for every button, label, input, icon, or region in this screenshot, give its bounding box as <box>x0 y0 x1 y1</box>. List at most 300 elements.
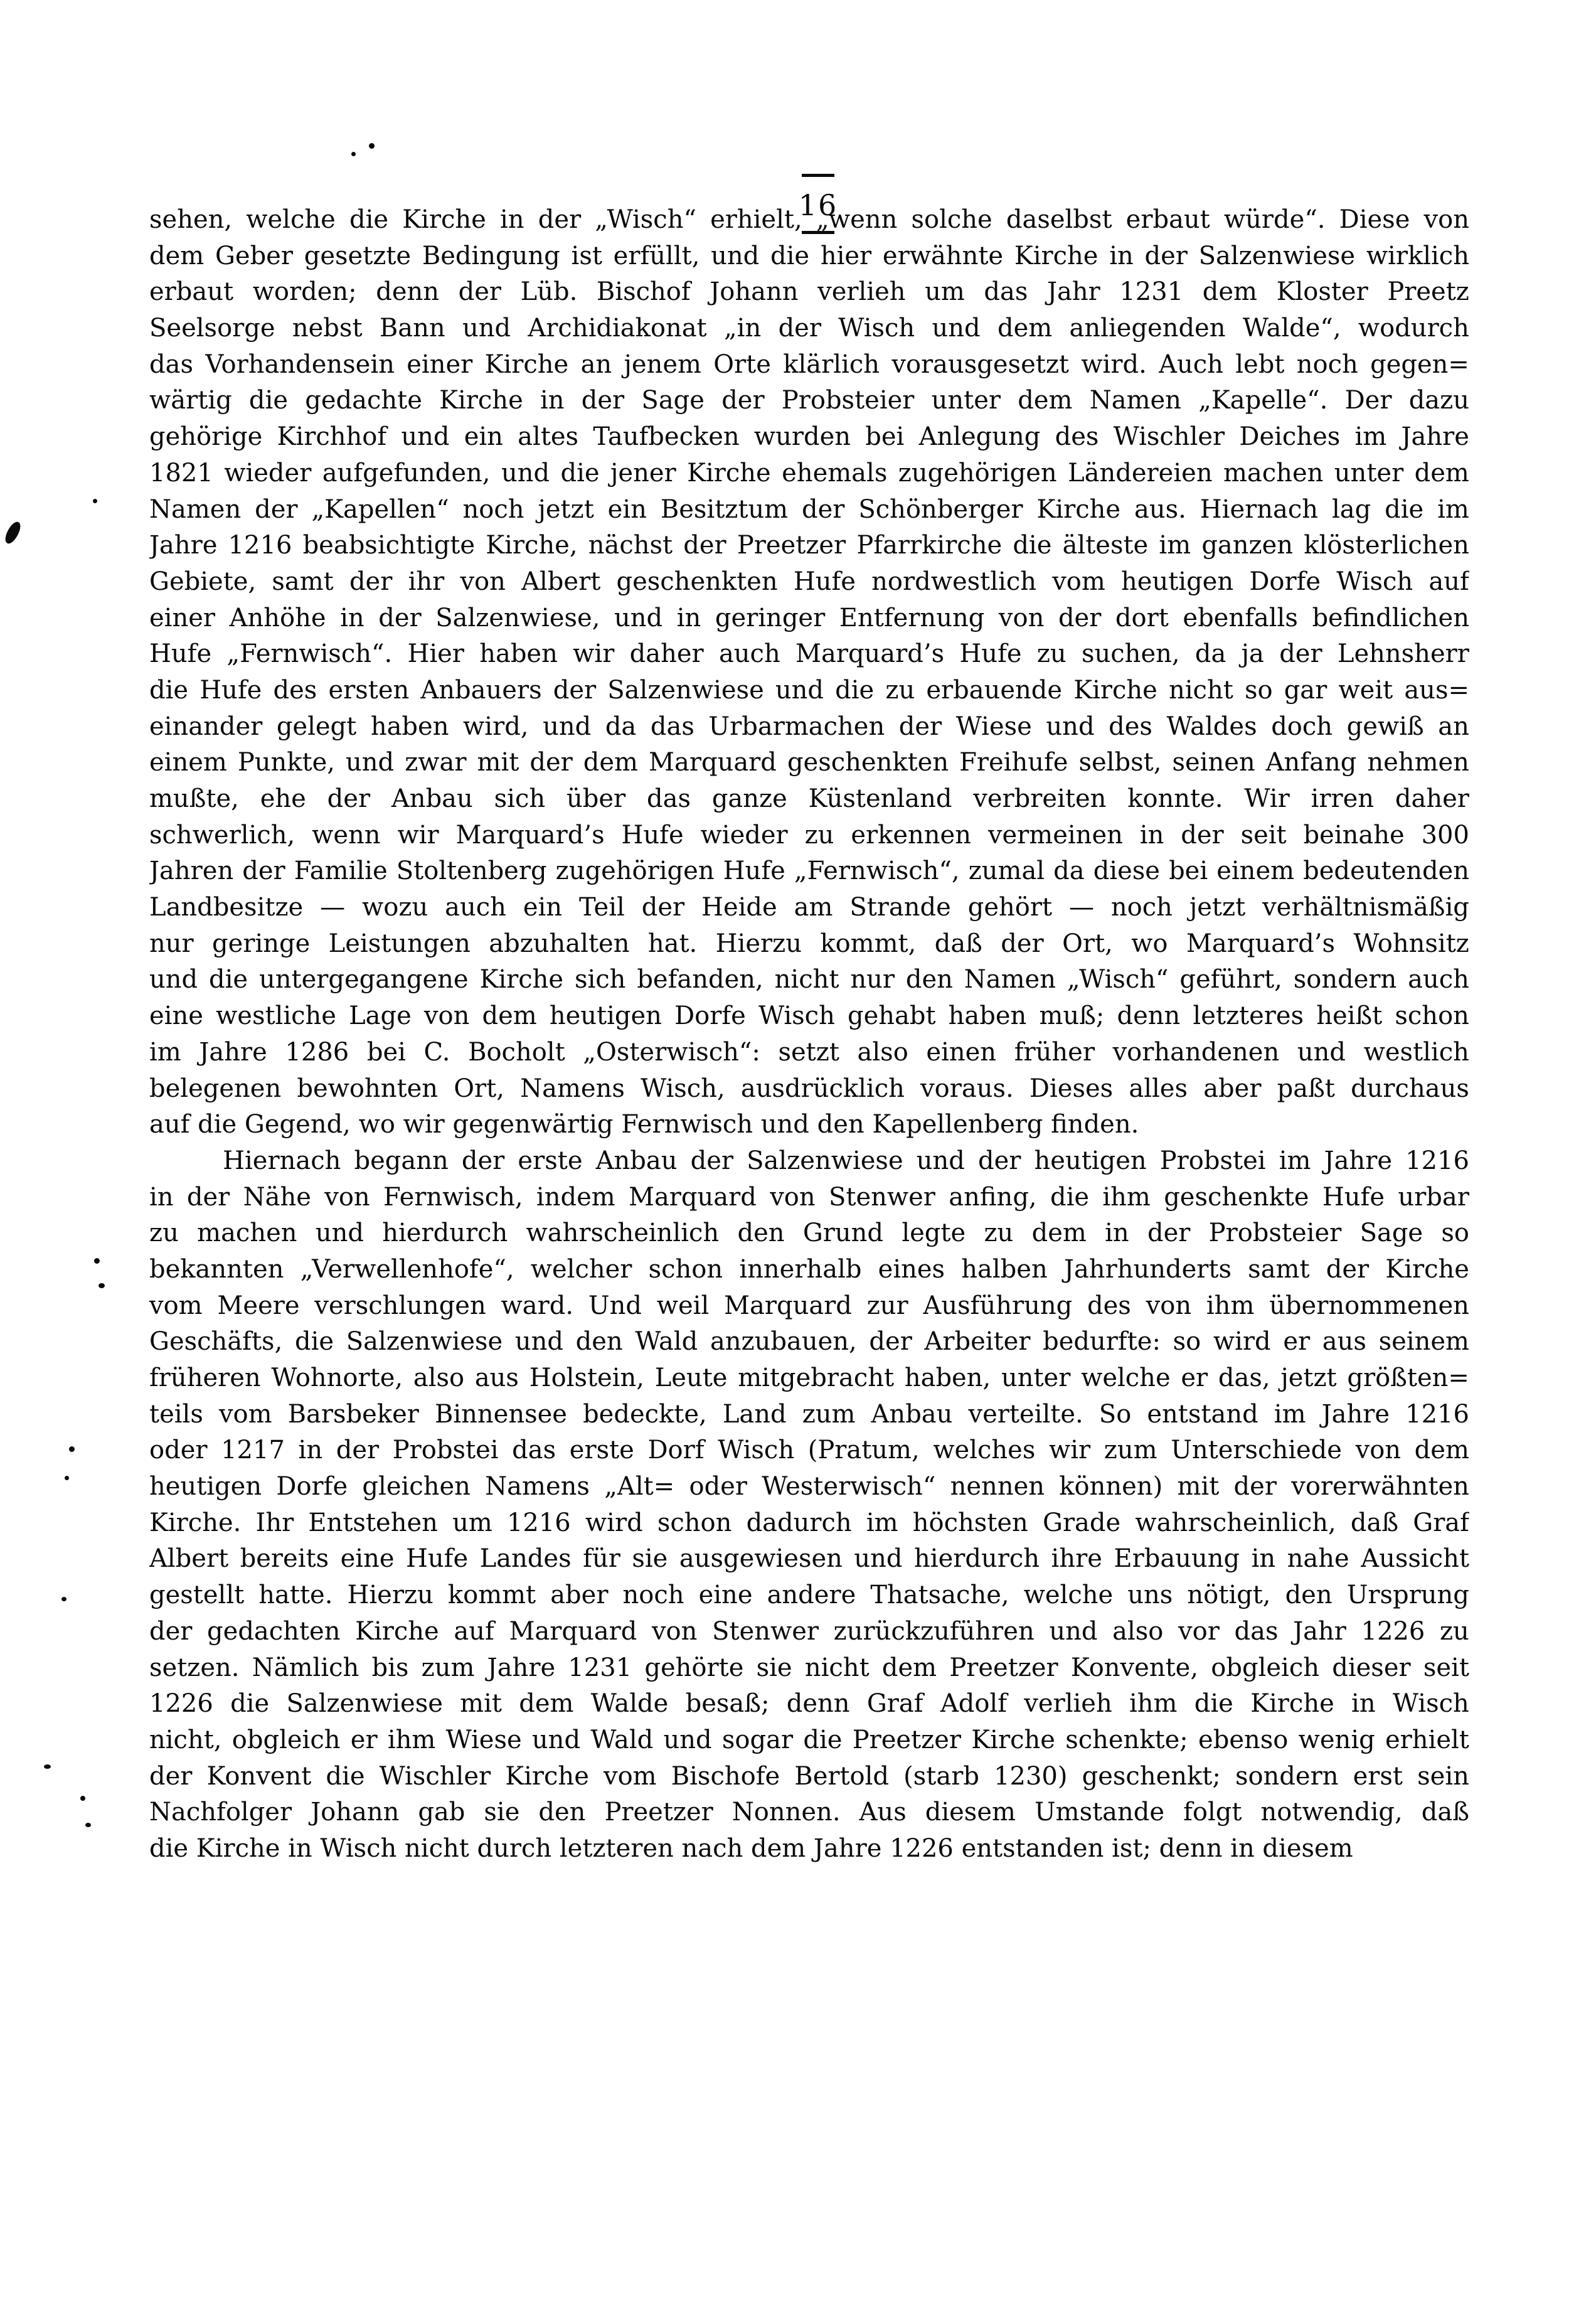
word: Probstei <box>1159 1146 1266 1175</box>
word: untergegangene <box>258 965 469 995</box>
word: gehört <box>967 893 1053 922</box>
word: Probsteier <box>1208 1219 1342 1248</box>
word: Grade <box>1042 1508 1121 1537</box>
word: er <box>1181 1363 1208 1392</box>
word: das <box>1234 1616 1279 1646</box>
word: (Pratum, <box>807 1436 920 1465</box>
text-line <box>149 528 1469 564</box>
word: Lehnsherr <box>1337 639 1469 669</box>
word: so <box>1441 1219 1469 1248</box>
word: Stoltenberg <box>396 856 547 886</box>
word: in <box>676 603 701 632</box>
word: den <box>538 1798 586 1827</box>
word: Preetzer <box>949 1653 1058 1682</box>
word: Bischofe <box>671 1761 780 1791</box>
word: noch <box>1296 349 1358 379</box>
word: die <box>770 241 810 270</box>
word: nicht, <box>149 1725 222 1754</box>
word: der <box>778 314 821 343</box>
word: heutigen <box>1121 567 1234 596</box>
word: und <box>1046 712 1095 741</box>
word: und <box>775 675 824 705</box>
text-line <box>149 781 1469 818</box>
word: einander <box>149 712 263 741</box>
word: wo <box>1131 929 1168 958</box>
word: wird <box>1213 1327 1271 1357</box>
word: ehemals <box>782 458 888 488</box>
word: haben <box>370 712 449 741</box>
word: erbauende <box>926 675 1063 705</box>
word: 300 <box>1421 820 1469 850</box>
text-line <box>149 1577 1469 1614</box>
word: die <box>1385 494 1424 524</box>
word: bedeckte, <box>583 1399 707 1429</box>
word: Freihufe <box>959 748 1068 777</box>
word: „in <box>723 314 762 343</box>
word: Anbauers <box>420 675 542 705</box>
word: hier <box>820 241 872 270</box>
word: Anbau <box>871 1399 953 1429</box>
word: an <box>580 349 612 379</box>
text-line <box>149 238 1469 275</box>
word: die <box>349 205 389 234</box>
word: wir <box>573 639 615 669</box>
word: der <box>581 386 625 415</box>
word: Walde“, <box>1242 314 1341 343</box>
text-line <box>149 1215 1469 1252</box>
word: Anfang <box>1265 748 1357 777</box>
word: über <box>566 784 626 813</box>
word: der <box>149 1616 193 1646</box>
word: vom <box>1052 567 1105 596</box>
word: von <box>423 1001 470 1031</box>
word: Marquard’s <box>455 820 605 850</box>
word: Erbauung <box>1114 1544 1240 1574</box>
word: oder <box>689 1472 747 1502</box>
word: Vorhandensein <box>205 349 395 379</box>
word: der <box>378 603 422 632</box>
word: ein <box>464 422 503 452</box>
word: im <box>1354 422 1387 452</box>
word: bereits <box>240 1544 329 1574</box>
word: Wir <box>1244 784 1290 813</box>
word: der <box>802 494 845 524</box>
word: Kirche <box>1014 241 1099 270</box>
word: Kirche, <box>486 531 578 560</box>
word: erste <box>569 1436 634 1465</box>
word: Hufe <box>723 856 785 886</box>
word: Wisch, <box>641 1074 725 1103</box>
word: erfüllt, <box>613 241 700 270</box>
word: Preetzer <box>852 1725 962 1754</box>
word: hierdurch <box>914 1544 1040 1574</box>
word: Nämlich <box>252 1653 359 1682</box>
word: Bertold <box>794 1761 890 1791</box>
word: Strande <box>849 893 951 922</box>
word: Sage <box>1359 1219 1423 1248</box>
word: 1216 <box>228 531 292 560</box>
ink-blot-mark <box>3 520 23 546</box>
word: des <box>1055 422 1099 452</box>
word: Namen <box>149 494 242 524</box>
word: „Wisch“ <box>595 205 696 234</box>
word: auch <box>718 639 780 669</box>
word: ganze <box>711 784 787 813</box>
word: im <box>1159 531 1191 560</box>
word: zugehörigen <box>555 856 715 886</box>
word: ihre <box>1051 1544 1102 1574</box>
word: in <box>1351 1689 1376 1719</box>
word: Kirche <box>1073 675 1157 705</box>
word: ausdrücklich <box>740 1074 905 1103</box>
word: Wohnsitz <box>1353 929 1469 958</box>
word: an <box>1438 712 1469 741</box>
word: vermeinen <box>987 820 1123 850</box>
word: Seelsorge <box>149 314 275 343</box>
word: Albert <box>149 1544 229 1574</box>
word: sogar <box>721 1725 794 1754</box>
word: folgt <box>1183 1798 1242 1827</box>
word: machen <box>197 1219 297 1248</box>
word: aus <box>1322 1327 1366 1357</box>
word: Salzenwiese <box>747 1146 903 1175</box>
word: Sage <box>641 386 705 415</box>
word: von <box>1146 1291 1192 1320</box>
text-line: die Kirche in Wisch nicht durch letzteren nach dem Jahre 1226 entstanden ist; denn in diesem <box>149 1833 1353 1863</box>
word: in <box>1105 1219 1129 1248</box>
word: 1216 <box>1405 1146 1469 1175</box>
word: der <box>529 748 573 777</box>
word: bis <box>371 1653 409 1682</box>
word: für <box>583 1544 620 1574</box>
word: auch <box>1408 965 1469 995</box>
word: erhielt, <box>710 205 802 234</box>
word: Hufe <box>406 1544 469 1574</box>
word: „Osterwisch“: <box>583 1037 760 1067</box>
word: um <box>925 277 965 307</box>
word: Preetz <box>1387 277 1469 307</box>
word: schwerlich, <box>149 820 295 850</box>
word: Entfernung <box>839 603 985 632</box>
word: Unterschiede <box>1171 1436 1342 1465</box>
word: jenem <box>624 349 701 379</box>
word: schenkte; <box>1065 1725 1188 1754</box>
word: wir <box>1049 1436 1091 1465</box>
word: einer <box>149 603 216 632</box>
word: Ort, <box>1062 929 1113 958</box>
word: Kirche. <box>149 1508 242 1537</box>
word: wirklich <box>1366 241 1469 270</box>
word: Johann <box>311 1798 400 1827</box>
word: aufgefunden, <box>322 458 491 488</box>
text-line <box>149 1035 1469 1071</box>
text-line <box>149 1469 1469 1505</box>
word: gestellt <box>149 1581 245 1610</box>
word: Marquard <box>724 1291 852 1320</box>
text-line <box>149 600 1469 637</box>
word: er <box>1283 1327 1311 1357</box>
scan-speck <box>94 1258 100 1264</box>
word: solche <box>911 205 992 234</box>
word: in <box>540 386 565 415</box>
word: der <box>538 205 582 234</box>
word: Besitztum <box>660 494 789 524</box>
word: Walde <box>590 1689 669 1719</box>
word: nicht <box>804 1653 870 1682</box>
word: gleichen <box>362 1472 471 1502</box>
word: in <box>149 1182 174 1212</box>
word: machen <box>1223 458 1324 488</box>
word: auf <box>1428 567 1469 596</box>
word: Binnensee <box>434 1399 567 1429</box>
word: Dorf <box>647 1436 705 1465</box>
word: Jahr <box>1047 277 1100 307</box>
word: Stenwer <box>828 1182 935 1212</box>
word: von <box>998 603 1045 632</box>
word: von <box>460 567 506 596</box>
word: halben <box>961 1254 1048 1284</box>
text-line <box>149 564 1469 600</box>
text-line <box>149 709 1469 745</box>
word: gehabt <box>847 1001 936 1031</box>
word: wenn <box>312 820 381 850</box>
word: setzen. <box>149 1653 240 1682</box>
word: Wisch <box>718 1436 795 1465</box>
word: der <box>1326 1254 1370 1284</box>
word: der <box>553 675 597 705</box>
word: sich <box>574 965 626 995</box>
word: seinen <box>1172 748 1255 777</box>
word: „Verwellenhofe“, <box>300 1254 514 1284</box>
word: denn <box>376 277 440 307</box>
word: samt <box>272 567 334 596</box>
word: verteilte. <box>968 1399 1083 1429</box>
text-line <box>149 962 1469 998</box>
word: die <box>1050 1182 1090 1212</box>
word: Kirche <box>1385 1254 1469 1284</box>
word: ja <box>1241 639 1264 669</box>
word: also <box>857 1037 908 1067</box>
word: Kloster <box>1276 277 1368 307</box>
word: also <box>1112 1616 1164 1646</box>
word: und <box>916 1146 965 1175</box>
word: Holstein, <box>529 1363 644 1392</box>
word: klärlich <box>783 349 880 379</box>
word: erst <box>1353 1761 1403 1791</box>
word: weil <box>656 1291 710 1320</box>
word: und <box>1049 1616 1098 1646</box>
word: heutigen <box>149 1472 262 1502</box>
word: Bann <box>379 314 445 343</box>
word: dem <box>149 241 205 270</box>
word: irren <box>1311 784 1375 813</box>
text-line <box>149 1324 1469 1360</box>
text-line <box>149 1722 1469 1759</box>
scan-speck <box>351 152 356 156</box>
word: dazu <box>1408 386 1469 415</box>
word: Waldes <box>1166 712 1257 741</box>
text-line: auf die Gegend, wo wir gegenwärtig Fernwisch und den Kapellenberg finden. <box>149 1110 1139 1139</box>
word: Konvent <box>206 1761 312 1791</box>
word: die <box>803 1725 843 1754</box>
word: ihm <box>1102 1182 1151 1212</box>
word: Lage <box>349 1001 412 1031</box>
word: Punkte, <box>237 748 335 777</box>
word: aus. <box>1134 494 1186 524</box>
word: in <box>1251 1544 1276 1574</box>
word: die <box>248 386 288 415</box>
word: der <box>458 277 502 307</box>
word: der <box>1001 929 1044 958</box>
word: vorerwähnten <box>1291 1472 1469 1502</box>
word: und <box>711 241 760 270</box>
word: abzuhalten <box>489 929 630 958</box>
word: zur <box>866 1291 908 1320</box>
word: seit <box>1423 1653 1469 1682</box>
word: ein <box>607 494 647 524</box>
word: Geber <box>215 241 293 270</box>
word: hierdurch <box>382 1219 508 1248</box>
word: „Kapellen“ <box>311 494 449 524</box>
word: Dorfe <box>1249 567 1321 596</box>
word: nicht <box>774 965 839 995</box>
word: ihr <box>408 567 445 596</box>
word: beabsichtigte <box>302 531 476 560</box>
text-line <box>149 1433 1469 1469</box>
word: obgleich <box>231 1725 341 1754</box>
word: nur <box>850 965 895 995</box>
word: Nonnen. <box>732 1798 841 1827</box>
word: da <box>1194 639 1226 669</box>
word: ersten <box>328 675 410 705</box>
word: dem <box>482 1001 537 1031</box>
word: jetzt <box>538 494 594 524</box>
word: zu <box>149 1219 179 1248</box>
word: daher <box>629 639 704 669</box>
word: gedachte <box>305 386 422 415</box>
word: nur <box>149 929 194 958</box>
word: die <box>149 675 189 705</box>
word: Familie <box>294 856 388 886</box>
word: erbaut <box>1125 205 1210 234</box>
word: größten= <box>1347 1363 1469 1392</box>
word: Und <box>588 1291 642 1320</box>
word: dem <box>1018 386 1073 415</box>
word: Arbeiter <box>924 1327 1031 1357</box>
word: verlieh <box>1024 1689 1112 1719</box>
word: der <box>898 712 942 741</box>
word: Lüb. <box>520 277 578 307</box>
word: dem <box>998 314 1053 343</box>
word: und <box>514 1327 563 1357</box>
word: mit <box>477 748 519 777</box>
word: des <box>273 675 317 705</box>
word: muß; <box>1039 1001 1105 1031</box>
word: welcher <box>530 1254 632 1284</box>
word: der <box>255 494 298 524</box>
word: Kirche <box>484 349 569 379</box>
word: nahe <box>1287 1544 1349 1574</box>
text-line <box>149 274 1469 311</box>
word: Adolf <box>940 1689 1008 1719</box>
word: Wald <box>590 1725 654 1754</box>
word: wird <box>585 1508 643 1537</box>
word: begann <box>354 1146 449 1175</box>
word: im <box>1279 1146 1311 1175</box>
word: „wenn <box>816 205 898 234</box>
word: Hufe <box>200 675 262 705</box>
word: befanden, <box>637 965 763 995</box>
word: 1286 <box>285 1037 349 1067</box>
scan-speck <box>44 1764 51 1769</box>
word: zwar <box>405 748 467 777</box>
word: vom <box>218 1399 272 1429</box>
word: sie <box>632 1544 668 1574</box>
word: Deiches <box>1239 422 1341 452</box>
word: zugehörigen <box>898 458 1057 488</box>
word: von <box>651 1616 698 1646</box>
word: und <box>543 712 592 741</box>
word: gesetzte <box>304 241 412 270</box>
word: nötigt, <box>1187 1581 1271 1610</box>
word: Wisch <box>1392 1689 1469 1719</box>
word: Graf <box>866 1689 923 1719</box>
word: und <box>614 603 663 632</box>
word: nebst <box>292 314 363 343</box>
word: bei <box>366 1037 406 1067</box>
text-line <box>149 745 1469 781</box>
word: und <box>149 965 198 995</box>
word: Anlegung <box>918 422 1041 452</box>
word: bekannten <box>149 1254 284 1284</box>
word: von <box>324 1182 370 1212</box>
word: höchsten <box>912 1508 1028 1537</box>
word: durchaus <box>1351 1074 1469 1103</box>
word: das <box>984 277 1028 307</box>
word: Wiese <box>955 712 1032 741</box>
paragraph-indent <box>149 1143 210 1180</box>
word: Barsbeker <box>287 1399 419 1429</box>
word: Schönberger <box>858 494 1023 524</box>
word: Gebiete, <box>149 567 257 596</box>
word: der <box>327 784 371 813</box>
word: welche <box>1081 1363 1171 1392</box>
word: das <box>646 784 691 813</box>
text-line <box>149 1686 1469 1722</box>
word: Landbesitze <box>149 893 304 922</box>
word: den <box>737 1219 785 1248</box>
word: weit <box>1338 675 1393 705</box>
word: Auch <box>1159 349 1223 379</box>
word: Namens <box>520 1074 625 1103</box>
word: kommt <box>447 1581 536 1610</box>
word: Hufe <box>621 820 684 850</box>
word: selbst, <box>1078 748 1162 777</box>
word: Wischler <box>1113 422 1225 452</box>
text-line <box>149 1143 1469 1180</box>
word: und <box>663 1725 712 1754</box>
word: kommt, <box>820 929 917 958</box>
word: Salzenwiese <box>607 675 764 705</box>
word: können) <box>1059 1472 1163 1502</box>
word: schon <box>657 1508 732 1537</box>
word: westlich <box>1363 1037 1469 1067</box>
word: dem <box>1031 1219 1087 1248</box>
word: noch <box>1110 893 1173 922</box>
word: Preetzer <box>737 531 846 560</box>
word: anzubauen, <box>710 1327 857 1357</box>
word: Ausführung <box>923 1291 1073 1320</box>
